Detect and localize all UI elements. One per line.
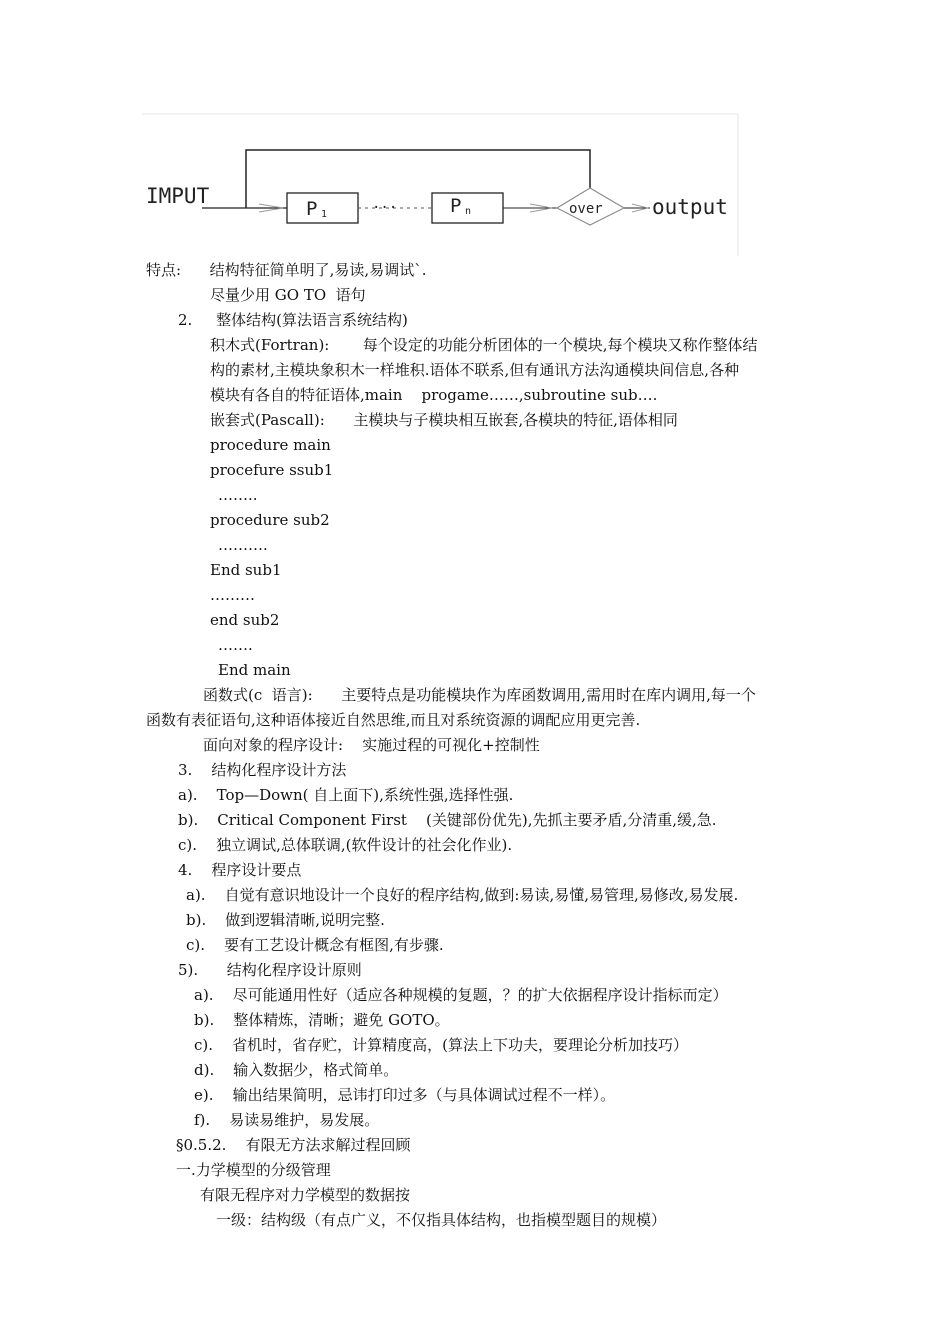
input-label: IMPUT: [146, 184, 210, 208]
feedback-loop-line: [246, 150, 590, 208]
text-line-4c: c). 要有工艺设计概念有框图,有步骤.: [186, 936, 444, 954]
text-line-5c: c). 省机时，省存贮，计算精度高，(算法上下功夫，要理论分析加技巧）: [194, 1036, 688, 1054]
text-line-3a: a). Top—Down( 自上面下),系统性强,选择性强.: [178, 786, 514, 804]
code-line-3: ……..: [218, 486, 258, 504]
text-line-data-grading: 有限无程序对力学模型的数据按: [200, 1186, 411, 1204]
text-line-4a: a). 自觉有意识地设计一个良好的程序结构,做到:易读,易懂,易管理,易修改,易发展.: [186, 886, 739, 904]
code-line-5: ……….: [218, 536, 268, 554]
text-line-heading-5: 5). 结构化程序设计原则: [178, 961, 362, 979]
text-line-functional-1: 函数式(c 语言): 主要特点是功能模块作为库函数调用,需用时在库内调用,每一个: [203, 686, 756, 704]
text-line-features: 特点: 结构特征简单明了,易读,易调试`.: [146, 261, 427, 279]
process-box-p1-label: P: [306, 198, 318, 220]
code-line-1: procedure main: [210, 436, 331, 454]
connector-dots: ···: [372, 200, 398, 216]
flow-diagram-svg: [142, 113, 740, 258]
code-line-10: End main: [218, 661, 291, 679]
text-line-fortran-1: 积木式(Fortran): 每个设定的功能分析团体的一个模块,每个模块又称作整体结: [210, 336, 758, 354]
code-line-7: ………: [210, 586, 255, 604]
code-line-2: procefure ssub1: [210, 461, 334, 479]
process-box-p1-sub: 1: [321, 209, 328, 220]
code-line-4: procedure sub2: [210, 511, 330, 529]
text-line-5f: f). 易读易维护，易发展。: [194, 1111, 380, 1129]
code-line-9: …….: [218, 636, 253, 654]
decision-label: over: [569, 201, 603, 217]
text-line-3b: b). Critical Component First (关键部份优先),先抓主要矛盾,分清重,缓,急.: [178, 811, 717, 829]
code-line-8: end sub2: [210, 611, 280, 629]
text-line-5e: e). 输出结果简明，忌讳打印过多（与具体调试过程不一样）。: [194, 1086, 616, 1104]
text-line-3c: c). 独立调试,总体联调,(软件设计的社会化作业).: [178, 836, 513, 854]
text-line-5b: b). 整体精炼，清晰；避免 GOTO。: [194, 1011, 450, 1029]
process-box-pn-sub: n: [465, 206, 472, 217]
process-box-pn-label: P: [450, 195, 462, 217]
output-label: output: [652, 195, 728, 219]
text-line-oop: 面向对象的程序设计: 实施过程的可视化+控制性: [203, 736, 540, 754]
text-line-fortran-3: 模块有各自的特征语体,main progame……,subroutine sub….: [210, 386, 658, 404]
text-line-4b: b). 做到逻辑清晰,说明完整.: [186, 911, 385, 929]
text-line-level-1: 一级：结构级（有点广义，不仅指具体结构，也指模型题目的规模）: [216, 1211, 667, 1229]
text-line-pascal: 嵌套式(Pascall): 主模块与子模块相互嵌套,各模块的特征,语体相同: [210, 411, 678, 429]
text-line-fortran-2: 构的素材,主模块象积木一样堆积.语体不联系,但有通讯方法沟通模块间信息,各种: [210, 361, 740, 379]
text-line-goto: 尽量少用 GO TO 语句: [210, 286, 366, 304]
text-line-functional-2: 函数有表征语句,这种语体接近自然思维,而且对系统资源的调配应用更完善.: [146, 711, 641, 729]
text-line-section-052: §0.5.2. 有限无方法求解过程回顾: [176, 1136, 411, 1154]
text-line-5d: d). 输入数据少，格式简单。: [194, 1061, 399, 1079]
text-line-heading-3: 3. 结构化程序设计方法: [178, 761, 347, 779]
code-line-6: End sub1: [210, 561, 282, 579]
flow-diagram: [142, 113, 740, 258]
text-line-subsection-1: 一.力学模型的分级管理: [176, 1161, 331, 1179]
text-line-heading-2: 2. 整体结构(算法语言系统结构): [178, 311, 408, 329]
text-line-heading-4: 4. 程序设计要点: [178, 861, 302, 879]
text-line-5a: a). 尽可能通用性好（适应各种规模的复题，？的扩大依据程序设计指标而定）: [194, 986, 728, 1004]
